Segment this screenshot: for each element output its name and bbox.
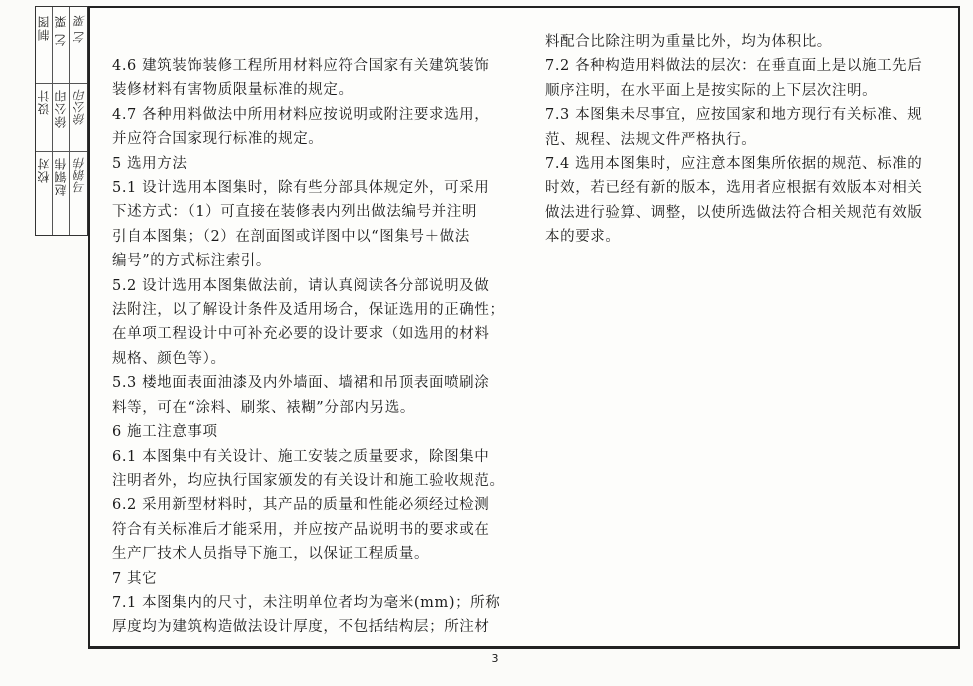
- text-line: 装修材料有害物质限量标准的规定。: [112, 82, 354, 99]
- section-heading: 6 施工注意事项: [112, 424, 218, 441]
- text-line: 6.2 采用新型材料时，其产品的质量和性能必须经过检测: [112, 497, 490, 514]
- page-number: 3: [491, 652, 499, 665]
- text-line: 料配合比除注明为重量比外，均为体积比。: [545, 34, 832, 50]
- bottom-border: [88, 646, 960, 649]
- text-line: 4.6 建筑装饰装修工程所用材料应符合国家有关建筑装饰: [112, 58, 490, 74]
- title-block-signatures: [70, 7, 87, 235]
- name-checker: 赵钢伟: [54, 157, 68, 196]
- text-line: 7.4 选用本图集时，应注意本图集所依据的规范、标准的: [545, 156, 923, 173]
- text-line: 4.7 各种用料做法中所用材料应按说明或附注要求选用，: [112, 106, 490, 123]
- name-designer: 徐公印: [54, 89, 68, 128]
- signature-designer: 徐公印: [73, 89, 87, 125]
- left-text-column: [112, 54, 507, 640]
- text-line: 7.1 本图集内的尺寸，未注明单位者均为毫米(mm)；所称: [112, 594, 501, 611]
- signature-checker: 马钢伟: [73, 157, 87, 193]
- text-line: 下述方式：（1）可直接在装修表内列出做法编号并注明: [112, 204, 477, 221]
- text-line: 规格、颜色等）。: [112, 350, 226, 367]
- text-line: 6.1 本图集中有关设计、施工安装之质量要求，除图集中: [112, 448, 490, 465]
- title-block-divider: [36, 151, 87, 152]
- text-line: 7.3 本图集未尽事宜，应按国家和地方现行有关标准、规: [545, 107, 923, 124]
- text-line: 生产厂技术人员指导下施工，以保证工程质量。: [112, 546, 430, 563]
- text-line: 5.1 设计选用本图集时，除有些分部具体规定外，可采用: [112, 180, 490, 197]
- title-block-divider: [36, 83, 87, 84]
- label-drafter: 制图: [37, 15, 51, 41]
- signature-drafter: 乞 粟: [73, 15, 87, 43]
- text-line: 引自本图集；（2）在剖面图或详图中以“图集号＋做法: [112, 228, 470, 245]
- section-heading: 5 选用方法: [112, 155, 188, 172]
- title-block-names: [53, 7, 70, 235]
- title-block: [35, 6, 88, 236]
- text-line: 本的要求。: [545, 229, 621, 246]
- text-line: 5.2 设计选用本图集做法前，请认真阅读各分部说明及做: [112, 277, 490, 294]
- text-line: 符合有关标准后才能采用，并应按产品说明书的要求或在: [112, 521, 490, 538]
- text-line: 厚度均为建筑构造做法设计厚度，不包括结构层；所注材: [112, 619, 490, 636]
- section-heading: 7 其它: [112, 570, 158, 587]
- text-line: 并应符合国家现行标准的规定。: [112, 131, 324, 148]
- text-line: 法附注，以了解设计条件及适用场合，保证选用的正确性；: [112, 302, 505, 319]
- label-designer: 设计: [37, 89, 51, 115]
- right-text-column: [545, 30, 940, 250]
- text-line: 顺序注明，在水平面上是按实际的上下层次注明。: [545, 82, 878, 99]
- label-checker: 校对: [37, 157, 51, 183]
- text-line: 料等，可在“涂料、刷浆、裱糊”分部内另选。: [112, 399, 415, 416]
- text-line: 5.3 楼地面表面油漆及内外墙面、墙裙和吊顶表面喷刷涂: [112, 375, 490, 392]
- name-drafter: 乞 粟: [54, 15, 68, 46]
- text-line: 做法进行验算、调整，以使所选做法符合相关规范有效版: [545, 204, 923, 221]
- title-block-labels: [36, 7, 53, 235]
- text-line: 范、规程、法规文件严格执行。: [545, 131, 757, 148]
- text-line: 注明者外，均应执行国家颁发的有关设计和施工验收规范。: [112, 472, 505, 489]
- text-line: 7.2 各种构造用料做法的层次：在垂直面上是以施工先后: [545, 58, 923, 75]
- text-line: 编号”的方式标注索引。: [112, 253, 272, 270]
- text-line: 时效，若已经有新的版本，选用者应根据有效版本对相关: [545, 180, 923, 197]
- text-line: 在单项工程设计中可补充必要的设计要求（如选用的材料: [112, 326, 490, 343]
